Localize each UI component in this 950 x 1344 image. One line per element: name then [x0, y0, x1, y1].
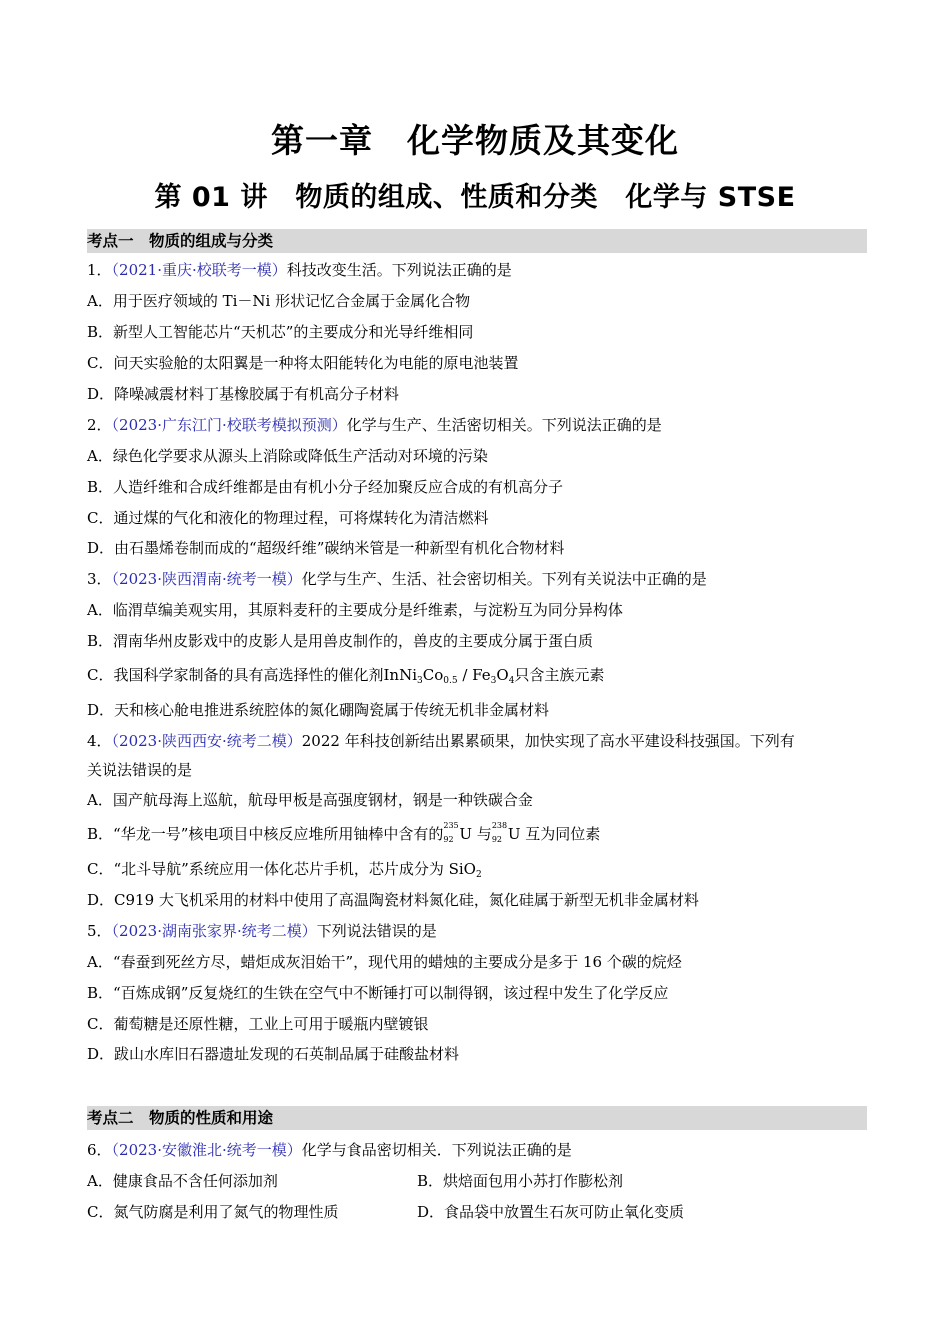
question-number: 3． [87, 570, 112, 588]
question-6-option-a: A．健康食品不含任何添加剂 [87, 1172, 278, 1190]
question-number: 4． [87, 732, 112, 750]
question-text: 化学与生产、生活、社会密切相关。下列有关说法中正确的是 [301, 570, 707, 588]
question-4-stem-continued: 关说法错误的是 [87, 761, 193, 779]
isotope-notation: 235 92 [443, 821, 459, 844]
question-source: （2023·陕西渭南·统考一模） [111, 570, 302, 588]
section-header-2: 考点二 物质的性质和用途 [87, 1106, 867, 1130]
question-4-option-a: A．国产航母海上巡航，航母甲板是高强度钢材，钢是一种铁碳合金 [87, 791, 533, 809]
question-text: 下列说法错误的是 [316, 922, 437, 940]
question-5-option-c: C．葡萄糖是还原性糖，工业上可用于暖瓶内壁镀银 [87, 1015, 429, 1033]
question-4-option-d: D．C919 大飞机采用的材料中使用了高温陶瓷材料氮化硅，氮化硅属于新型无机非金属材料 [87, 891, 699, 909]
question-1-option-b: B．新型人工智能芯片“天机芯”的主要成分和光导纤维相同 [87, 323, 474, 341]
question-number: 5． [87, 922, 112, 940]
question-2-option-b: B．人造纤维和合成纤维都是由有机小分子经加聚反应合成的有机高分子 [87, 478, 564, 496]
question-text: 科技改变生活。下列说法正确的是 [286, 261, 512, 279]
option-text: B．“华龙一号”核电项目中核反应堆所用铀棒中含有的 [87, 825, 444, 843]
question-source: （2021·重庆·校联考一模） [111, 261, 287, 279]
chapter-title: 第一章 化学物质及其变化 [271, 121, 679, 160]
isotope-notation: 238 92 [491, 821, 508, 844]
question-4-option-b: B．“华龙一号”核电项目中核反应堆所用铀棒中含有的 235 92 U 与 238 92 U 互为同位素 [87, 821, 601, 844]
question-2-option-a: A．绿色化学要求从源头上消除或降低生产活动对环境的污染 [87, 447, 488, 465]
question-1-stem [87, 259, 877, 281]
option-text: 只含主族元素 [514, 666, 605, 684]
question-text: 化学与食品密切相关．下列说法正确的是 [301, 1141, 572, 1159]
question-1-option-d: D．降噪减震材料丁基橡胶属于有机高分子材料 [87, 385, 400, 403]
question-2-option-d: D．由石墨烯卷制而成的“超级纤维”碳纳米管是一种新型有机化合物材料 [87, 539, 565, 557]
question-3-option-c [87, 664, 877, 692]
question-6-option-b: B．烘焙面包用小苏打作膨松剂 [417, 1172, 624, 1190]
question-3-option-b: B．渭南华州皮影戏中的皮影人是用兽皮制作的，兽皮的主要成分属于蛋白质 [87, 632, 594, 650]
section-header-1: 考点一 物质的组成与分类 [87, 229, 867, 253]
question-1-option-a: A．用于医疗领域的 Ti－Ni 形状记忆合金属于金属化合物 [87, 292, 471, 310]
question-2-stem [87, 414, 877, 436]
question-3-option-d: D．天和核心舱电推进系统腔体的氮化硼陶瓷属于传统无机非金属材料 [87, 701, 550, 719]
question-number: 6． [87, 1141, 112, 1159]
question-2-option-c: C．通过煤的气化和液化的物理过程，可将煤转化为清洁燃料 [87, 509, 489, 527]
question-source: （2023·湖南张家界·统考二模） [111, 922, 317, 940]
question-5-option-b: B．“百炼成钢”反复烧红的生铁在空气中不断锤打可以制得钢，该过程中发生了化学反应 [87, 984, 669, 1002]
question-source: （2023·安徽淮北·统考一模） [111, 1141, 302, 1159]
question-5-option-a: A．“春蚕到死丝方尽，蜡炬成灰泪始干”，现代用的蜡烛的主要成分是多于 16 个碳的烷烃 [87, 953, 682, 971]
question-4-stem [87, 730, 877, 752]
lesson-title: 第 01 讲 物质的组成、性质和分类 化学与 STSE [154, 182, 796, 213]
question-5-option-d: D．跋山水库旧石器遗址发现的石英制品属于硅酸盐材料 [87, 1045, 460, 1063]
question-4-option-c: C．“北斗导航”系统应用一体化芯片手机，芯片成分为 SiO$_2$ [87, 860, 482, 880]
question-text: 化学与生产、生活密切相关。下列说法正确的是 [346, 416, 662, 434]
question-3-option-a: A．临渭草编美观实用，其原料麦秆的主要成分是纤维素，与淀粉互为同分异构体 [87, 601, 623, 619]
question-6-stem [87, 1139, 877, 1161]
question-1-option-c: C．问天实验舱的太阳翼是一种将太阳能转化为电能的原电池装置 [87, 354, 519, 372]
question-number: 2． [87, 416, 112, 434]
question-3-stem [87, 568, 877, 590]
question-source: （2023·广东江门·校联考模拟预测） [111, 416, 347, 434]
option-text: C．我国科学家制备的具有高选择性的催化剂 [87, 666, 384, 684]
question-6-option-c: C．氮气防腐是利用了氮气的物理性质 [87, 1203, 339, 1221]
question-6-option-d: D．食品袋中放置生石灰可防止氧化变质 [417, 1203, 685, 1221]
chemical-formula: $InNi_3Co_{0.5} / Fe_3O_4$ [383, 666, 515, 686]
question-number: 1． [87, 261, 112, 279]
option-text: 互为同位素 [520, 825, 601, 843]
question-source: （2023·陕西西安·统考二模） [111, 732, 302, 750]
question-text: 2022 年科技创新结出累累硕果，加快实现了高水平建设科技强国。下列有 [301, 732, 795, 750]
question-5-stem [87, 920, 877, 942]
